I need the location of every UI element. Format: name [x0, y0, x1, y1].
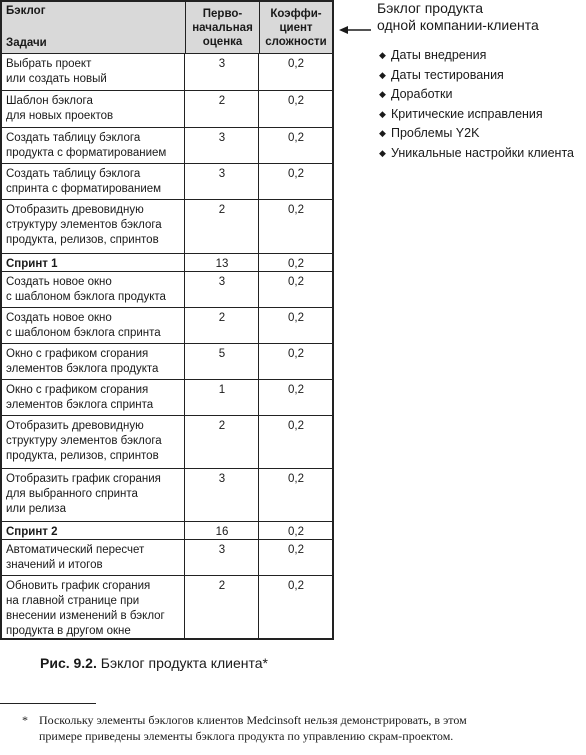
task-cell: Выбрать проект или создать новый [2, 54, 185, 90]
product-backlog-table [0, 0, 334, 640]
table-row [2, 272, 332, 308]
annotation-list [379, 46, 574, 163]
coefficient-cell: 0,2 [288, 544, 304, 556]
annotation-item-label: Критические исправления [391, 106, 543, 121]
annotation-item-label: Доработки [391, 87, 453, 101]
task-cell: Отобразить древовидную структуру элементов бэклога продукта, релизов, спринтов [2, 416, 185, 468]
header-initial-estimate [186, 2, 260, 53]
annotation-item [379, 105, 574, 125]
estimate-cell: 5 [186, 344, 259, 379]
table-header [2, 2, 332, 54]
task-cell: Окно с графиком сгорания элементов бэклога спринта [2, 380, 185, 415]
task-cell: Обновить график сгорания на главной странице при внесении изменений в бэклог продукта в другом окне [2, 576, 185, 638]
coefficient-cell: 0,2 [288, 312, 304, 324]
sprint-total-row [2, 522, 332, 540]
table-row [2, 380, 332, 416]
annotation-item-label: Даты внедрения [391, 48, 487, 62]
diamond-bullet-icon: ◆ [379, 89, 386, 99]
header-backlog-tasks [2, 2, 186, 53]
table-row [2, 540, 332, 576]
estimate-cell: 3 [186, 272, 259, 307]
estimate-cell: 3 [186, 128, 259, 163]
table-row [2, 308, 332, 344]
header-tasks-label: Задачи [6, 37, 47, 49]
figure-caption [40, 655, 268, 671]
annotation-item-label: Даты тестирования [391, 67, 504, 82]
table-row [2, 200, 332, 254]
estimate-cell: 2 [186, 576, 259, 638]
table-row [2, 416, 332, 469]
annotation-item [379, 66, 574, 86]
annotation-item-label: Проблемы Y2K [391, 126, 480, 140]
table-row [2, 576, 332, 638]
coefficient-cell: 0,2 [288, 473, 304, 485]
diamond-bullet-icon: ◆ [379, 128, 386, 138]
coefficient-cell: 0,2 [288, 420, 304, 432]
table-row [2, 128, 332, 164]
estimate-cell: 3 [186, 540, 259, 575]
coefficient-cell: 0,2 [288, 348, 304, 360]
header-backlog-label: Бэклог [6, 5, 46, 17]
table-row [2, 344, 332, 380]
coefficient-cell: 0,2 [288, 384, 304, 396]
table-row [2, 164, 332, 200]
header-complexity-label: Коэффи- циент сложности [265, 8, 327, 48]
task-cell: Шаблон бэклога для новых проектов [2, 91, 185, 127]
header-complexity-coefficient [260, 2, 332, 53]
estimate-cell: 16 [186, 522, 259, 539]
annotation-item [379, 124, 574, 144]
table-row [2, 54, 332, 91]
caption-label: Рис. 9.2. [40, 655, 97, 671]
estimate-cell: 13 [186, 254, 259, 271]
arrow-left-icon [339, 25, 371, 35]
estimate-cell: 3 [186, 164, 259, 199]
diamond-bullet-icon: ◆ [379, 69, 386, 80]
task-cell: Отобразить древовидную структуру элементов бэклога продукта, релизов, спринтов [2, 200, 185, 253]
footnote-rule [0, 703, 96, 704]
footnote-text: Поскольку элементы бэклогов клиентов Medcinsoft нельзя демонстрировать, в этом примере приведены элементы бэклога продукта по управлению скрам-проектом. [39, 713, 467, 743]
sprint-total-row [2, 254, 332, 272]
annotation-item [379, 85, 574, 105]
estimate-cell: 3 [186, 54, 259, 90]
estimate-cell: 2 [186, 308, 259, 343]
task-cell: Создать таблицу бэклога спринта с форматированием [2, 164, 185, 199]
task-cell: Отобразить график сгорания для выбранного спринта или релиза [2, 469, 185, 521]
header-initial-estimate-label: Перво- начальная оценка [192, 8, 253, 48]
estimate-cell: 3 [186, 469, 259, 521]
estimate-cell: 2 [186, 416, 259, 468]
estimate-cell: 2 [186, 91, 259, 127]
task-cell: Создать таблицу бэклога продукта с форматированием [2, 128, 185, 163]
coefficient-cell: 0,2 [288, 204, 304, 216]
task-cell: Окно с графиком сгорания элементов бэклога продукта [2, 344, 185, 379]
coefficient-cell: 0,2 [288, 132, 304, 144]
task-cell: Создать новое окно с шаблоном бэклога продукта [2, 272, 185, 307]
annotation-item [379, 46, 574, 66]
diamond-bullet-icon: ◆ [379, 108, 386, 119]
diamond-bullet-icon: ◆ [379, 50, 386, 60]
table-row [2, 91, 332, 128]
coefficient-cell: 0,2 [288, 526, 304, 538]
coefficient-cell: 0,2 [288, 258, 304, 270]
diamond-bullet-icon: ◆ [379, 147, 386, 158]
coefficient-cell: 0,2 [288, 580, 304, 592]
task-cell: Спринт 1 [2, 254, 185, 271]
annotation-title: Бэклог продукта одной компании-клиента [377, 0, 539, 33]
estimate-cell: 1 [186, 380, 259, 415]
coefficient-cell: 0,2 [288, 95, 304, 107]
task-cell: Создать новое окно с шаблоном бэклога спринта [2, 308, 185, 343]
estimate-cell: 2 [186, 200, 259, 253]
task-cell: Автоматический пересчет значений и итогов [2, 540, 185, 575]
caption-text: Бэклог продукта клиента* [100, 655, 268, 671]
coefficient-cell: 0,2 [288, 276, 304, 288]
task-cell: Спринт 2 [2, 522, 185, 539]
coefficient-cell: 0,2 [288, 58, 304, 70]
annotation-item-label: Уникальные настройки клиента [391, 145, 574, 160]
footnote-marker: * [22, 713, 28, 727]
annotation-item [379, 144, 574, 164]
coefficient-cell: 0,2 [288, 168, 304, 180]
table-row [2, 469, 332, 522]
